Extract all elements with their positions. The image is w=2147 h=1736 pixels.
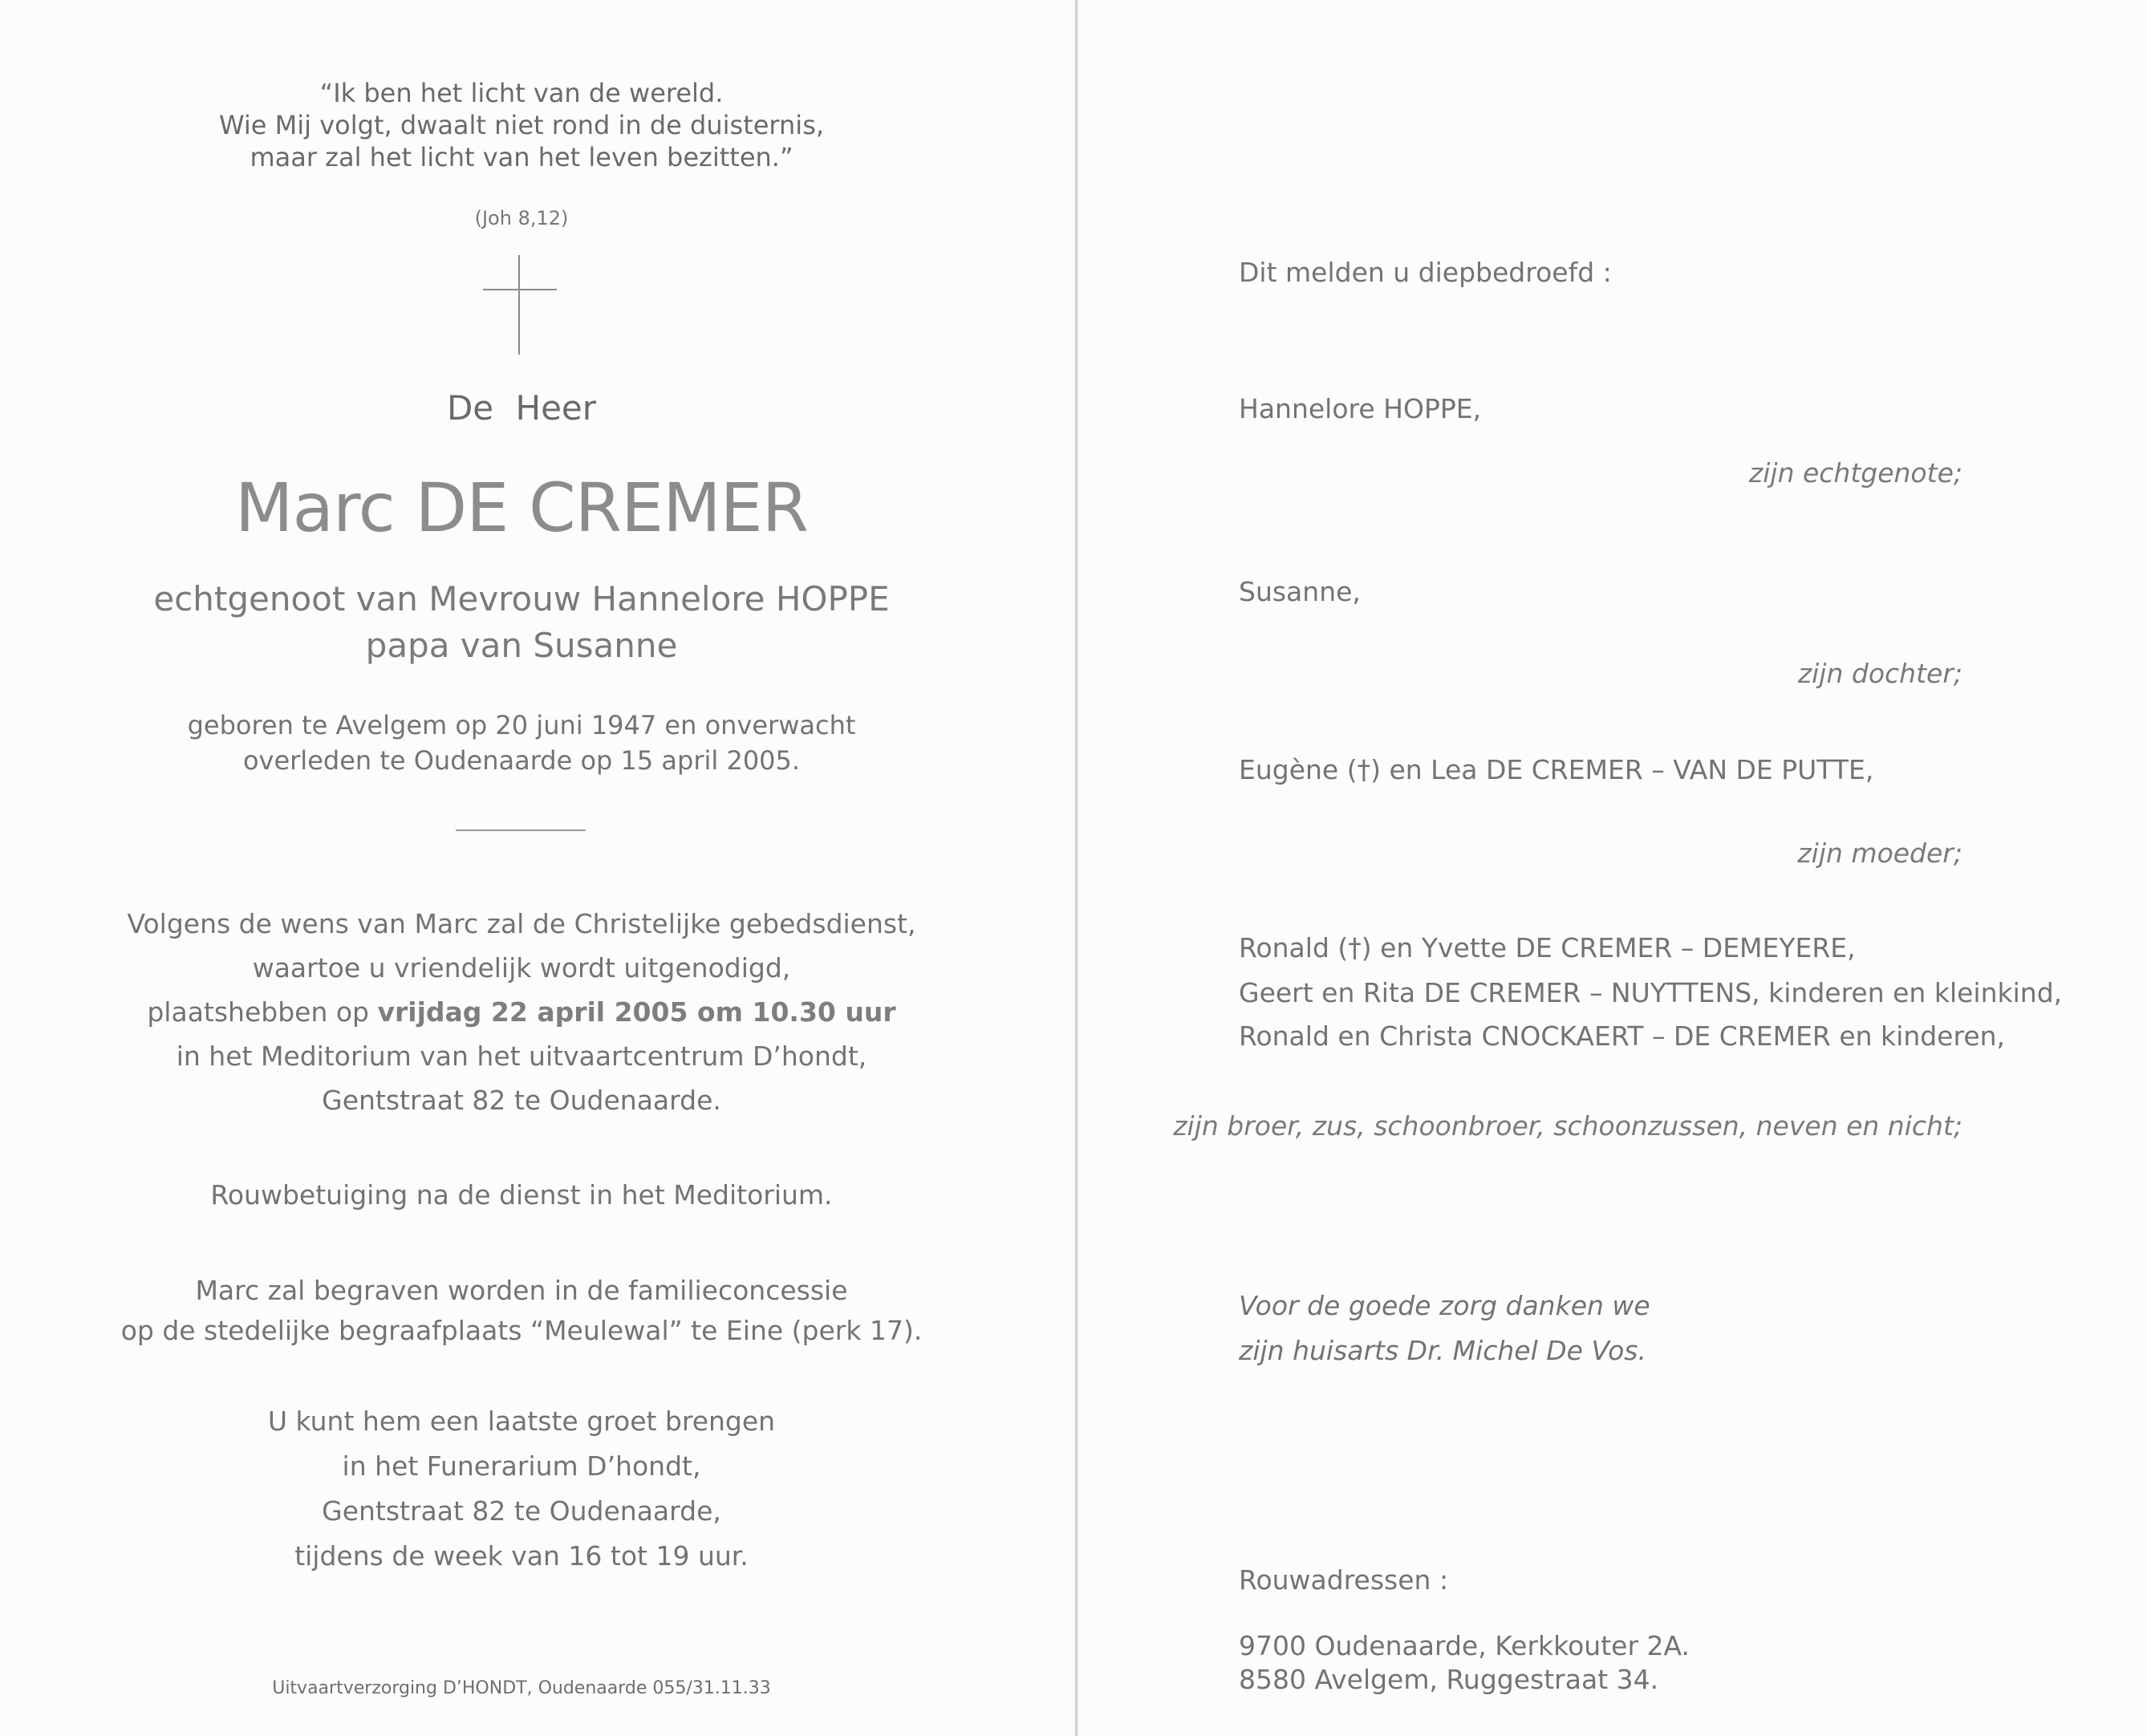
visit-line: tijdens de week van 16 tot 19 uur. xyxy=(294,1540,749,1572)
quote-line: maar zal het licht van het leven bezitten.” xyxy=(250,142,793,172)
thanks-line: Voor de goede zorg danken we xyxy=(1239,1290,1650,1321)
quote-line: “Ik ben het licht van de wereld. xyxy=(319,78,724,108)
service-line xyxy=(0,990,1043,1034)
sibling-line: Ronald en Christa CNOCKAERT – DE CREMER en kinderen, xyxy=(1239,1020,2006,1052)
visitation-info xyxy=(0,1399,1043,1579)
sibling-line: Ronald (†) en Yvette DE CREMER – DEMEYERE, xyxy=(1239,932,1856,963)
address-line: 9700 Oudenaarde, Kerkkouter 2A. xyxy=(1239,1630,1690,1661)
wife-relation: zijn echtgenote; xyxy=(1748,457,1962,489)
death-line: overleden te Oudenaarde op 15 april 2005. xyxy=(242,745,801,776)
parents-names: Eugène (†) en Lea DE CREMER – VAN DE PUTTE, xyxy=(1239,754,1874,785)
visit-line: in het Funerarium D’hondt, xyxy=(342,1450,701,1482)
page-fold xyxy=(1075,0,1078,1736)
quote-reference: (Joh 8,12) xyxy=(474,207,569,229)
honorific: De Heer xyxy=(446,388,597,428)
wife-name: Hannelore HOPPE, xyxy=(1239,393,1482,424)
daughter-relation: zijn dochter; xyxy=(1797,658,1962,689)
service-datetime: vrijdag 22 april 2005 om 10.30 uur xyxy=(377,996,896,1028)
family-relations xyxy=(0,576,1043,669)
service-line: Gentstraat 82 te Oudenaarde. xyxy=(322,1085,721,1116)
quote-line: Wie Mij volgt, dwaalt niet rond in de duisternis, xyxy=(218,110,825,140)
birth-death-info xyxy=(0,708,1043,778)
separator-line xyxy=(456,829,586,831)
thanks-line: zijn huisarts Dr. Michel De Vos. xyxy=(1239,1335,1646,1366)
announcement-intro: Dit melden u diepbedroefd : xyxy=(1239,257,1612,288)
burial-line: op de stedelijke begraafplaats “Meulewal” te Eine (perk 17). xyxy=(120,1315,923,1346)
birth-line: geboren te Avelgem op 20 juni 1947 en onverwacht xyxy=(187,710,856,740)
daughter-name: Susanne, xyxy=(1239,576,1361,607)
visit-line: U kunt hem een laatste groet brengen xyxy=(267,1405,776,1437)
right-page xyxy=(1080,0,2147,1736)
sibling-line: Geert en Rita DE CREMER – NUYTTENS, kinderen en kleinkind, xyxy=(1239,977,2063,1008)
service-info xyxy=(0,902,1043,1122)
service-prefix: plaatshebben op xyxy=(147,996,378,1028)
relation-line: papa van Susanne xyxy=(365,626,678,665)
condolence-note: Rouwbetuiging na de dienst in het Meditorium. xyxy=(210,1179,833,1211)
service-line: Volgens de wens van Marc zal de Christelijke gebedsdienst, xyxy=(127,908,916,939)
addresses-label: Rouwadressen : xyxy=(1239,1564,1449,1596)
parents-relation: zijn moeder; xyxy=(1797,838,1962,869)
visit-line: Gentstraat 82 te Oudenaarde, xyxy=(322,1495,721,1527)
relation-line: echtgenoot van Mevrouw Hannelore HOPPE xyxy=(153,579,890,619)
burial-info xyxy=(0,1271,1043,1351)
service-line: in het Meditorium van het uitvaartcentrum D’hondt, xyxy=(176,1040,867,1072)
burial-line: Marc zal begraven worden in de familieconcessie xyxy=(195,1275,848,1306)
siblings-relation: zijn broer, zus, schoonbroer, schoonzussen, neven en nicht; xyxy=(1173,1110,1962,1142)
service-line: waartoe u vriendelijk wordt uitgenodigd, xyxy=(252,952,791,984)
deceased-name: Marc DE CREMER xyxy=(235,468,808,547)
address-line: 8580 Avelgem, Ruggestraat 34. xyxy=(1239,1664,1659,1695)
bible-quote xyxy=(0,77,1043,173)
funeral-home-footer: Uitvaartverzorging D’HONDT, Oudenaarde 055/31.11.33 xyxy=(272,1678,771,1698)
